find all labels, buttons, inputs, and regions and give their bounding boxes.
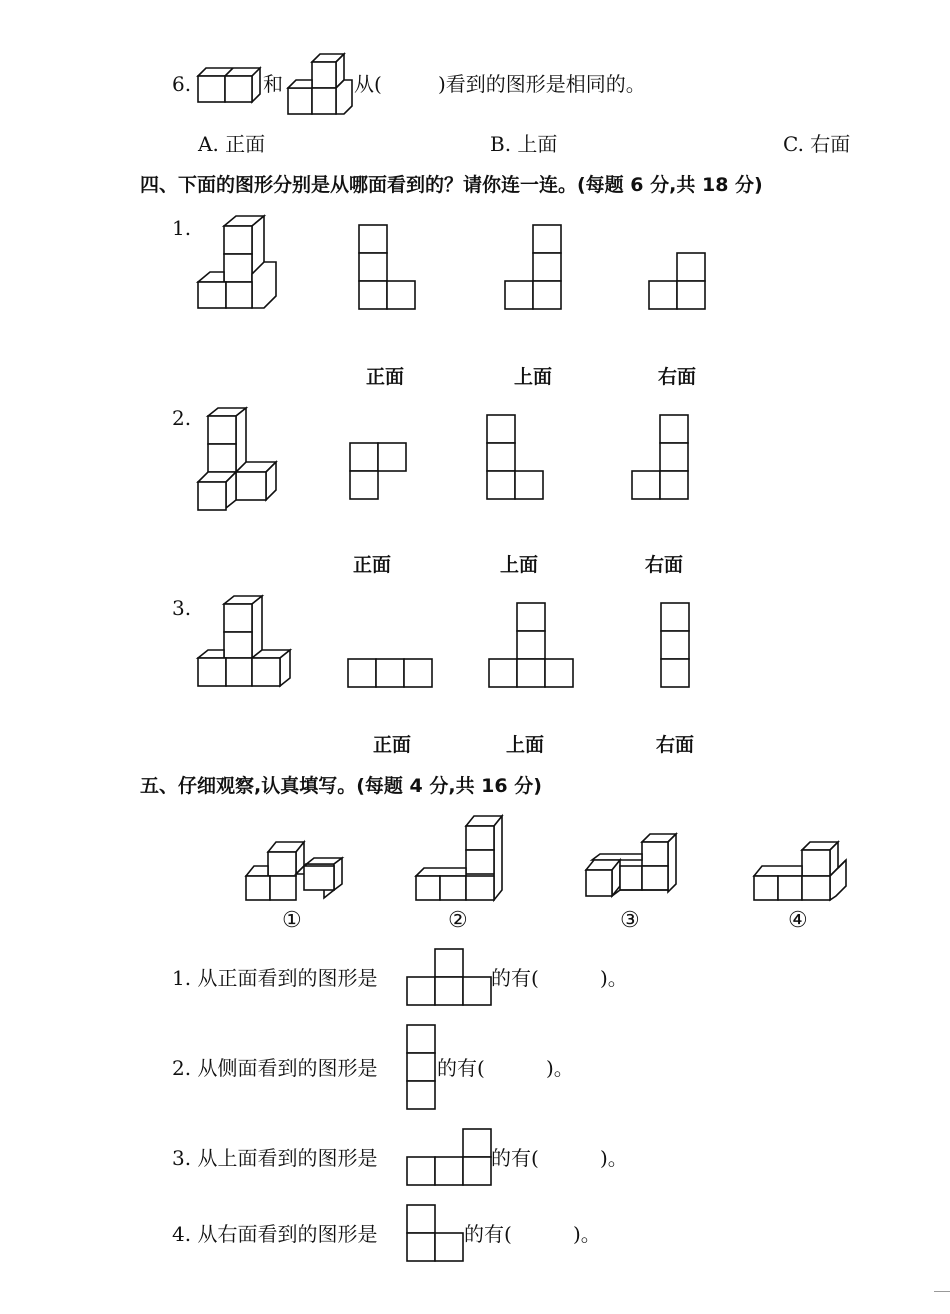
s5-q4-close: )。: [573, 1222, 601, 1246]
s5-q3-prefix: 3. 从上面看到的图形是: [172, 1146, 378, 1170]
s5-q1-prefix: 1. 从正面看到的图形是: [172, 966, 378, 990]
s4-p2-view-b[interactable]: [486, 414, 544, 500]
s5-figure-2-label: ②: [448, 908, 468, 933]
s4-p2-view-a[interactable]: [349, 442, 407, 500]
s4-p3-view-b[interactable]: [488, 602, 574, 688]
s5-q4-answer-blank[interactable]: [518, 1224, 572, 1244]
s4-p3-label-top[interactable]: 上面: [506, 734, 545, 756]
s5-figure-3: [584, 830, 680, 902]
s4-p2-label-top[interactable]: 上面: [500, 554, 539, 576]
s4-p1-view-b[interactable]: [504, 224, 562, 310]
s5-figure-2: [414, 814, 504, 902]
s5-q3-close: )。: [600, 1146, 628, 1170]
s4-p2-view-c[interactable]: [631, 414, 689, 500]
s4-p1-label-front[interactable]: 正面: [366, 366, 405, 388]
s4-p3-number: 3.: [172, 596, 192, 620]
s5-figure-3-label: ③: [620, 908, 640, 933]
q6-option-c[interactable]: C. 右面: [783, 132, 851, 156]
s5-q1-suffix: 的有(: [491, 966, 539, 990]
s4-p2-number: 2.: [172, 406, 192, 430]
s5-q2-shape: [406, 1024, 436, 1110]
s4-p2-3d-figure: [196, 404, 278, 512]
s4-p1-number: 1.: [172, 216, 192, 240]
s5-figure-1: [244, 840, 344, 902]
q6-number: 6.: [172, 72, 192, 96]
q6-figure-b: [286, 50, 352, 116]
s5-figure-4: [752, 838, 850, 902]
s5-q1-close: )。: [600, 966, 628, 990]
s4-p1-label-right[interactable]: 右面: [658, 366, 697, 388]
q6-option-b[interactable]: B. 上面: [490, 132, 558, 156]
s4-p3-label-front[interactable]: 正面: [373, 734, 412, 756]
s5-q4-shape: [406, 1204, 464, 1262]
section4-title: 四、下面的图形分别是从哪面看到的？请你连一连。(每题 6 分,共 18 分): [140, 174, 763, 196]
s5-q1-answer-blank[interactable]: [545, 968, 599, 988]
s4-p1-3d-figure: [196, 212, 280, 312]
s4-p1-view-c[interactable]: [648, 252, 706, 310]
s5-q4-suffix: 的有(: [464, 1222, 512, 1246]
s4-p2-label-right[interactable]: 右面: [645, 554, 684, 576]
s4-p2-label-front[interactable]: 正面: [353, 554, 392, 576]
s4-p3-label-right[interactable]: 右面: [656, 734, 695, 756]
q6-figure-a: [196, 62, 260, 104]
q6-option-a[interactable]: A. 正面: [198, 132, 266, 156]
s5-q3-answer-blank[interactable]: [545, 1148, 599, 1168]
s4-p3-view-c[interactable]: [660, 602, 690, 688]
q6-and: 和: [263, 72, 283, 96]
s5-q4-prefix: 4. 从右面看到的图形是: [172, 1222, 378, 1246]
s5-figure-4-label: ④: [788, 908, 808, 933]
s5-q3-shape: [406, 1128, 492, 1186]
s5-q2-answer-blank[interactable]: [491, 1058, 545, 1078]
s5-q2-suffix: 的有(: [437, 1056, 485, 1080]
page-edge-mark: [934, 1291, 950, 1292]
s4-p3-view-a[interactable]: [347, 658, 433, 688]
s5-q2-close: )。: [546, 1056, 574, 1080]
s5-q2-prefix: 2. 从侧面看到的图形是: [172, 1056, 378, 1080]
s4-p1-view-a[interactable]: [358, 224, 416, 310]
s5-figure-1-label: ①: [282, 908, 302, 933]
q6-rest: )看到的图形是相同的。: [438, 72, 646, 96]
s4-p1-label-top[interactable]: 上面: [514, 366, 553, 388]
q6-answer-blank[interactable]: [380, 74, 438, 94]
s4-p3-3d-figure: [196, 594, 294, 690]
s5-q3-suffix: 的有(: [491, 1146, 539, 1170]
s5-q1-shape: [406, 948, 492, 1006]
q6-from: 从(: [354, 72, 382, 96]
section5-title: 五、仔细观察,认真填写。(每题 4 分,共 16 分): [140, 775, 542, 797]
